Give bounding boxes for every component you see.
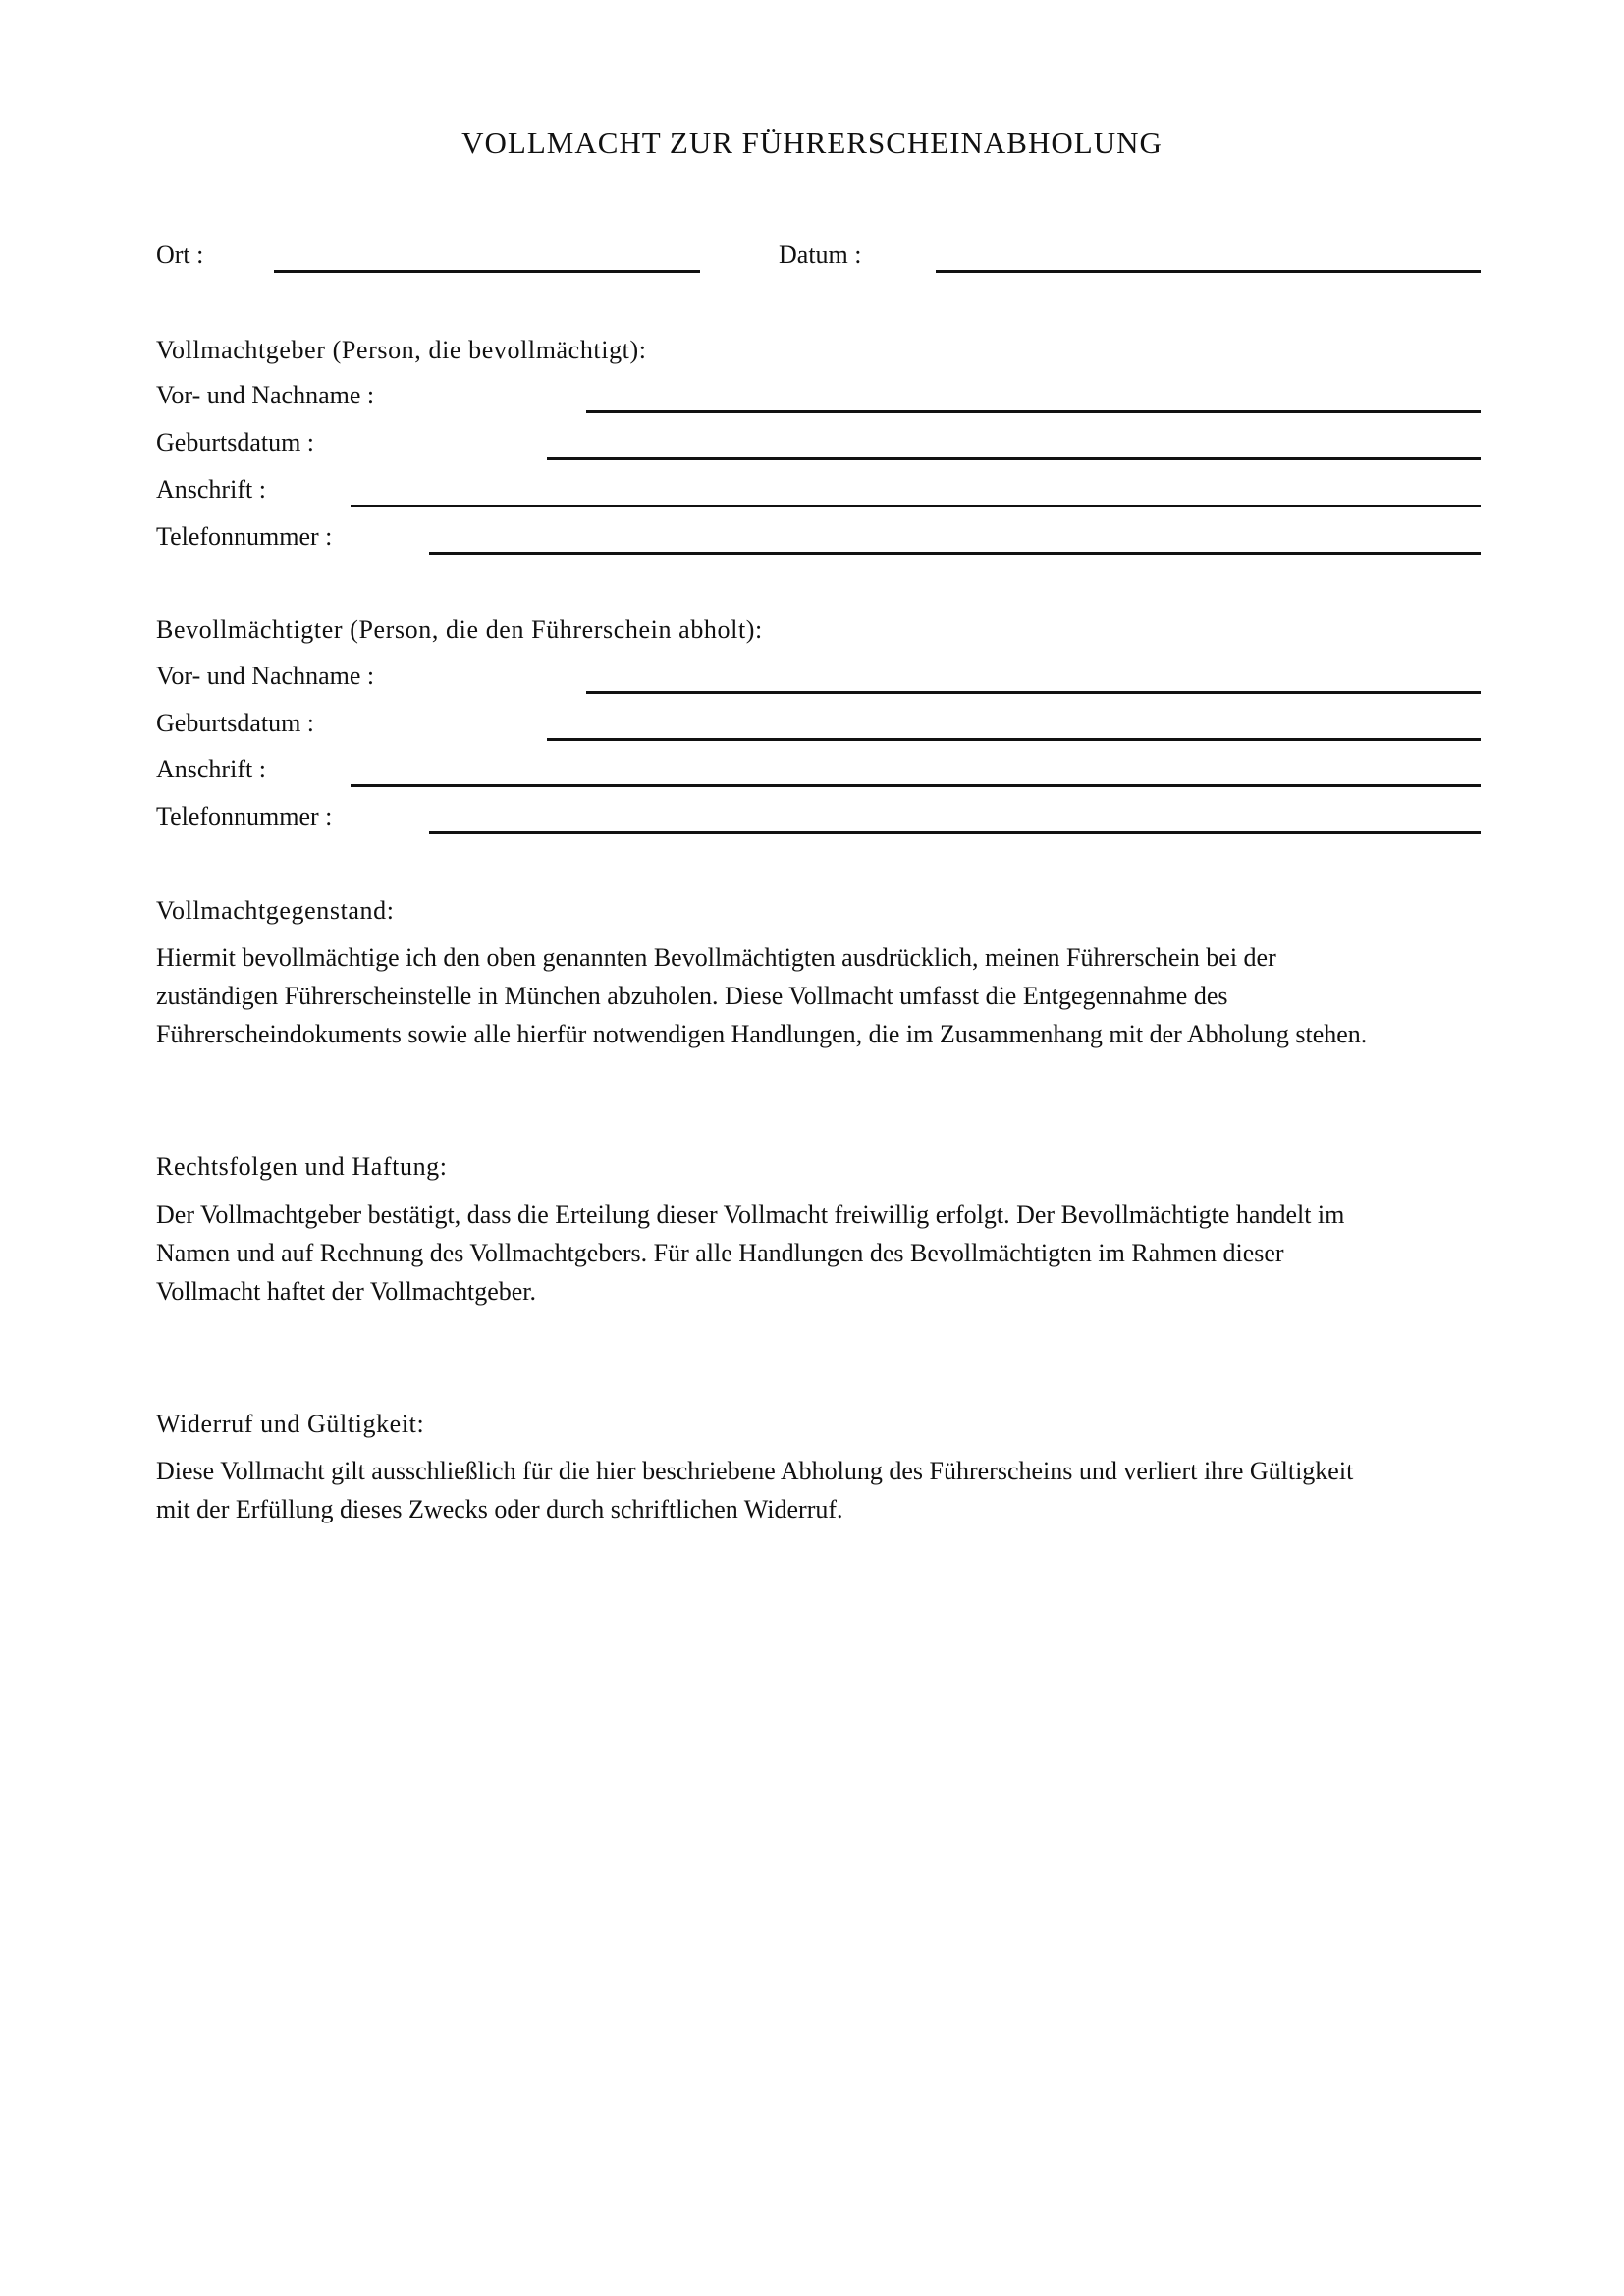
date-field-line[interactable] [936,270,1481,273]
paragraph-line: mit der Erfüllung dieses Zwecks oder durch schriftlichen Widerruf. [156,1495,843,1523]
grantor-name-field-line[interactable] [586,410,1481,413]
attorney-birthdate-label: Geburtsdatum : [156,709,315,737]
attorney-address-label: Anschrift : [156,755,266,783]
paragraph-line: Der Vollmachtgeber bestätigt, dass die Erteilung dieser Vollmacht freiwillig erfolgt. Der Bevollmächtigte handelt im [156,1201,1345,1229]
attorney-phone-field-line[interactable] [429,831,1481,834]
grantor-phone-label: Telefonnummer : [156,522,333,551]
date-label: Datum : [779,240,862,269]
grantor-heading: Vollmachtgeber (Person, die bevollmächtigt): [156,336,647,364]
place-field-line[interactable] [274,270,700,273]
grantor-name-label: Vor- und Nachname : [156,381,375,409]
attorney-phone-label: Telefonnummer : [156,802,333,830]
document-title: VOLLMACHT ZUR FÜHRERSCHEINABHOLUNG [461,126,1163,160]
grantor-address-field-line[interactable] [351,505,1481,507]
paragraph-line: zuständigen Führerscheinstelle in München abzuholen. Diese Vollmacht umfasst die Entgegennahme des [156,982,1228,1010]
liability-paragraph [156,1196,1531,1310]
grantor-birthdate-label: Geburtsdatum : [156,428,315,456]
attorney-name-field-line[interactable] [586,691,1481,694]
subject-heading: Vollmachtgegenstand: [156,896,395,925]
grantor-address-label: Anschrift : [156,475,266,504]
subject-paragraph [156,938,1531,1053]
place-label: Ort : [156,240,204,269]
paragraph-line: Führerscheindokuments sowie alle hierfür notwendigen Handlungen, die im Zusammenhang mit der Abholung stehen. [156,1020,1368,1048]
revocation-paragraph [156,1452,1531,1528]
grantor-birthdate-field-line[interactable] [547,457,1481,460]
paragraph-line: Vollmacht haftet der Vollmachtgeber. [156,1277,537,1306]
attorney-heading: Bevollmächtigter (Person, die den Führerschein abholt): [156,615,763,644]
liability-heading: Rechtsfolgen und Haftung: [156,1152,448,1181]
attorney-birthdate-field-line[interactable] [547,738,1481,741]
paragraph-line: Diese Vollmacht gilt ausschließlich für die hier beschriebene Abholung des Führerscheins und verliert ihre Gültigkeit [156,1457,1354,1485]
grantor-phone-field-line[interactable] [429,552,1481,555]
attorney-name-label: Vor- und Nachname : [156,662,375,690]
attorney-address-field-line[interactable] [351,784,1481,787]
paragraph-line: Hiermit bevollmächtige ich den oben genannten Bevollmächtigten ausdrücklich, meinen Führerschein bei der [156,943,1276,972]
revocation-heading: Widerruf und Gültigkeit: [156,1410,425,1438]
paragraph-line: Namen und auf Rechnung des Vollmachtgebers. Für alle Handlungen des Bevollmächtigten im Rahmen dieser [156,1239,1284,1267]
